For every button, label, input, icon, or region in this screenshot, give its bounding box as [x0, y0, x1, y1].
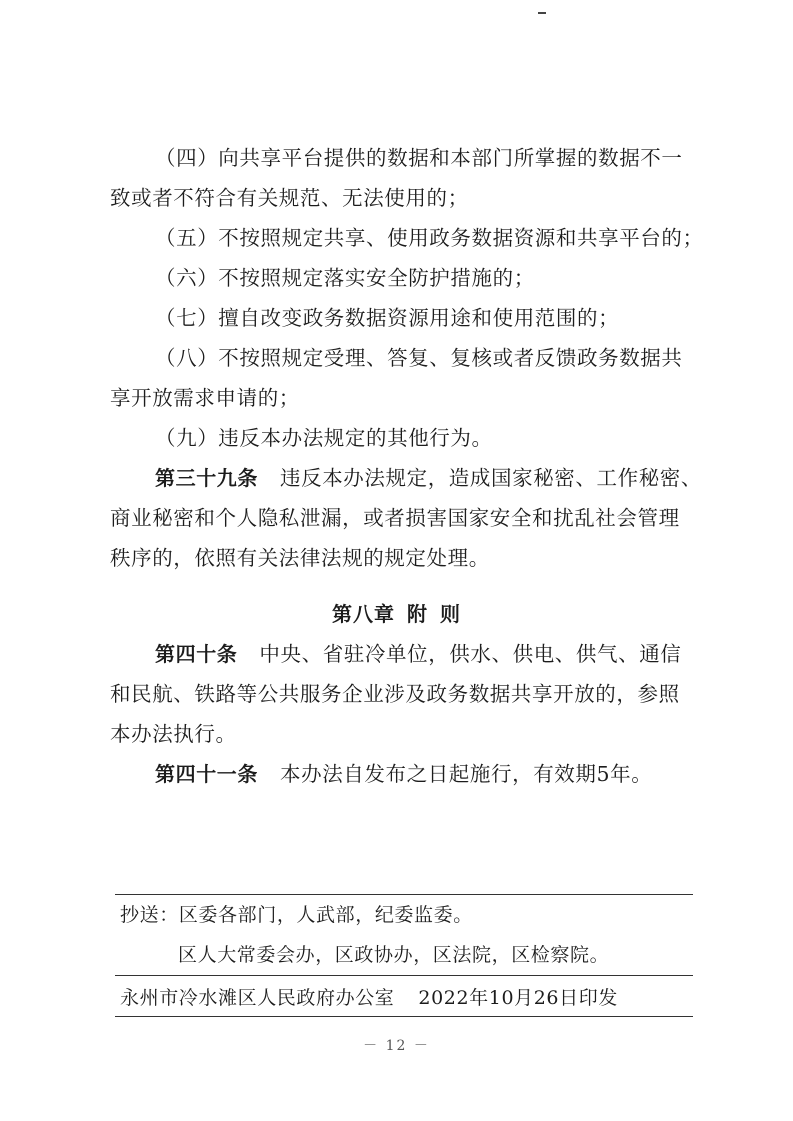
footer-rule-middle [115, 975, 693, 976]
clause-4-line2: 致或者不符合有关规范、无法使用的； [110, 186, 469, 210]
clause-7: （七）擅自改变政务数据资源用途和使用范围的； [155, 306, 620, 330]
chapter-title-char2: 则 [440, 602, 461, 626]
article-40-line2: 和民航、铁路等公共服务企业涉及政务数据共享开放的，参照 [110, 682, 680, 706]
issuer-office: 永州市冷水滩区人民政府办公室 [120, 987, 395, 1009]
footer-rule-bottom [115, 1016, 693, 1017]
clause-8-line2: 享开放需求申请的； [110, 386, 300, 410]
cc-recipients-1: 区委各部门，人武部，纪委监委。 [178, 904, 473, 926]
footer-rule-top [115, 894, 693, 895]
clause-5: （五）不按照规定共享、使用政务数据资源和共享平台的； [155, 226, 704, 250]
article-39-text1: 违反本办法规定，造成国家秘密、工作秘密、 [280, 466, 702, 490]
scan-speck [538, 12, 546, 14]
cc-label: 抄送： [120, 904, 179, 926]
article-41-label: 第四十一条 [155, 762, 258, 786]
article-39-line3: 秩序的，依照有关法律法规的规定处理。 [110, 546, 490, 570]
issue-date: 2022年10月26日印发 [418, 987, 618, 1009]
article-39-label: 第三十九条 [155, 466, 258, 490]
issuer-line [120, 983, 618, 1013]
article-41 [155, 754, 755, 794]
clause-9: （九）违反本办法规定的其他行为。 [155, 426, 493, 450]
article-40-text1: 中央、省驻冷单位，供水、供电、供气、通信 [259, 642, 682, 666]
page-number: － 12 － [363, 1038, 430, 1054]
clause-4-line1: （四）向共享平台提供的数据和本部门所掌握的数据不一 [155, 146, 683, 170]
article-40-line1 [155, 634, 755, 674]
cc-recipients-2: 区人大常委会办，区政协办，区法院，区检察院。 [178, 944, 610, 966]
clause-8-line1: （八）不按照规定受理、答复、复核或者反馈政务数据共 [155, 346, 683, 370]
clause-6: （六）不按照规定落实安全防护措施的； [155, 266, 535, 290]
article-40-line3: 本办法执行。 [110, 722, 237, 746]
article-39-line2: 商业秘密和个人隐私泄漏，或者损害国家安全和扰乱社会管理 [110, 506, 680, 530]
chapter-title-char1: 附 [407, 602, 428, 626]
chapter-number: 第八章 [332, 602, 395, 626]
cc-line1 [120, 900, 473, 930]
article-39-line1 [155, 458, 755, 498]
chapter-heading [0, 594, 793, 634]
article-41-text: 本办法自发布之日起施行，有效期5年。 [280, 762, 653, 786]
article-40-label: 第四十条 [155, 642, 238, 666]
